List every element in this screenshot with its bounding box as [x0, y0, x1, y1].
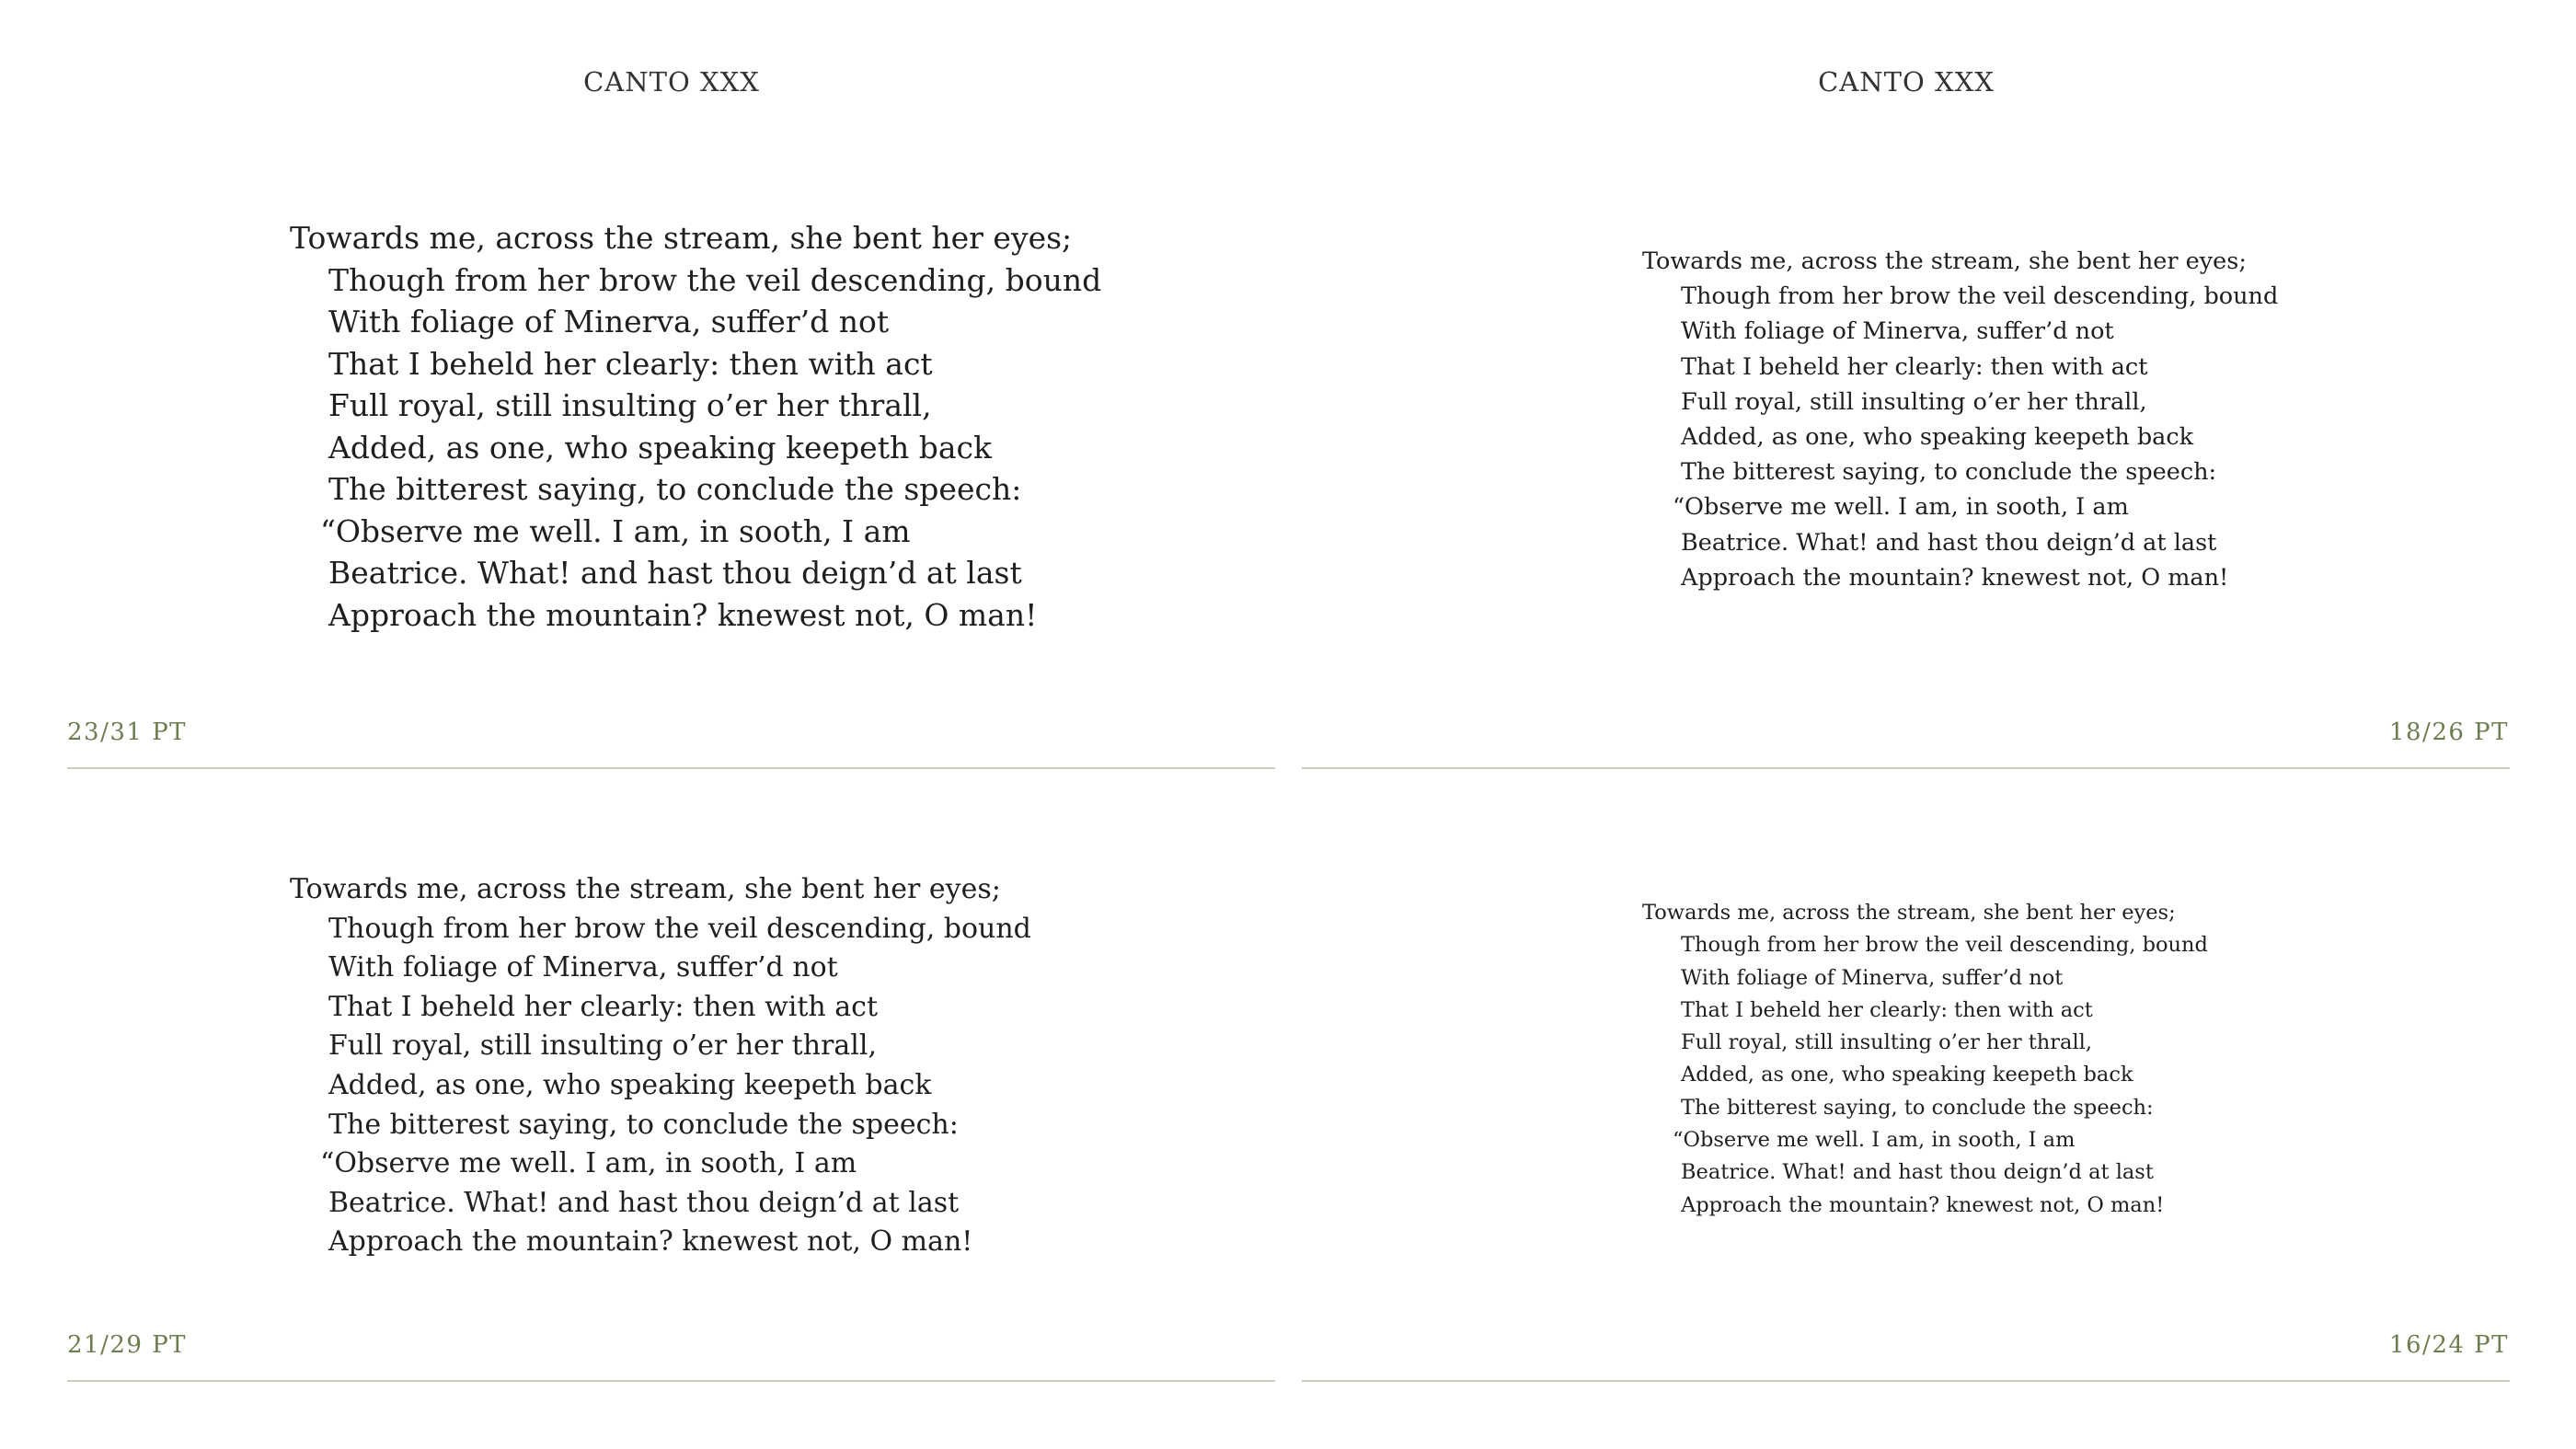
poem-line: “Observe me well. I am, in sooth, I am	[320, 512, 911, 549]
poem-line: Towards me, across the stream, she bent her eyes;	[290, 220, 1073, 256]
specimen-size-label: 18/26 PT	[2388, 719, 2509, 746]
canto-heading-left: CANTO XXX	[583, 66, 760, 98]
poem-line: The bitterest saying, to conclude the speech:	[1681, 458, 2217, 487]
poem-line: Beatrice. What! and hast thou deign’d at last	[1681, 1160, 2154, 1185]
poem-line: That I beheld her clearly: then with act	[1681, 352, 2148, 381]
poem-line: Added, as one, who speaking keepeth back	[1681, 423, 2194, 452]
poem-line: Though from her brow the veil descending, bound	[1681, 933, 2208, 958]
specimen-size-label: 16/24 PT	[2388, 1331, 2509, 1359]
poem-line: “Observe me well. I am, in sooth, I am	[320, 1147, 857, 1180]
poem-specimen-16-24	[1642, 897, 2208, 1222]
specimen-size-label: 21/29 PT	[67, 1331, 188, 1359]
poem-line: Full royal, still insulting o’er her thrall,	[1681, 1030, 2092, 1055]
poem-specimen-23-31	[290, 217, 1101, 636]
divider-rule	[1302, 767, 2510, 769]
poem-line: Approach the mountain? knewest not, O man!	[328, 596, 1038, 633]
poem-line: With foliage of Minerva, suffer’d not	[328, 951, 838, 984]
poem-line: Approach the mountain? knewest not, O man!	[328, 1225, 973, 1259]
poem-line: With foliage of Minerva, suffer’d not	[1681, 965, 2064, 990]
poem-line: Added, as one, who speaking keepeth back	[328, 429, 992, 466]
poem-line: Though from her brow the veil descending, bound	[1681, 282, 2279, 311]
poem-line: Though from her brow the veil descending, bound	[328, 261, 1102, 298]
poem-line: Full royal, still insulting o’er her thrall,	[1681, 387, 2147, 416]
poem-line: That I beheld her clearly: then with act	[328, 345, 933, 382]
poem-line: Beatrice. What! and hast thou deign’d at last	[328, 1186, 960, 1219]
poem-line: The bitterest saying, to conclude the speech:	[328, 471, 1022, 507]
poem-line: That I beheld her clearly: then with act	[1681, 997, 2093, 1022]
poem-line: Towards me, across the stream, she bent her eyes;	[1642, 901, 2176, 925]
poem-line: Approach the mountain? knewest not, O man!	[1681, 1192, 2165, 1217]
specimen-size-label: 23/31 PT	[67, 719, 188, 746]
poem-line: Beatrice. What! and hast thou deign’d at last	[328, 555, 1022, 591]
divider-rule	[1302, 1380, 2510, 1382]
canto-heading-right: CANTO XXX	[1818, 66, 1995, 98]
divider-rule	[67, 767, 1275, 769]
poem-line: Though from her brow the veil descending, bound	[328, 912, 1031, 945]
poem-line: “Observe me well. I am, in sooth, I am	[1673, 1128, 2076, 1153]
poem-line: That I beheld her clearly: then with act	[328, 990, 878, 1023]
poem-specimen-18-26	[1642, 244, 2278, 595]
poem-line: Approach the mountain? knewest not, O man!	[1681, 563, 2229, 592]
poem-line: Towards me, across the stream, she bent her eyes;	[1642, 247, 2247, 275]
poem-line: With foliage of Minerva, suffer’d not	[328, 304, 890, 339]
poem-line: “Observe me well. I am, in sooth, I am	[1673, 493, 2129, 522]
poem-line: Full royal, still insulting o’er her thrall,	[328, 387, 932, 423]
divider-rule	[67, 1380, 1275, 1382]
poem-line: Added, as one, who speaking keepeth back	[1681, 1063, 2133, 1087]
poem-line: The bitterest saying, to conclude the speech:	[328, 1108, 959, 1141]
poem-line: Added, as one, who speaking keepeth back	[328, 1068, 932, 1101]
poem-line: The bitterest saying, to conclude the speech:	[1681, 1095, 2154, 1120]
poem-line: Full royal, still insulting o’er her thrall,	[328, 1029, 877, 1063]
poem-line: Beatrice. What! and hast thou deign’d at last	[1681, 528, 2217, 557]
poem-specimen-21-29	[290, 870, 1031, 1262]
poem-line: With foliage of Minerva, suffer’d not	[1681, 317, 2114, 346]
poem-line: Towards me, across the stream, she bent her eyes;	[290, 873, 1001, 905]
